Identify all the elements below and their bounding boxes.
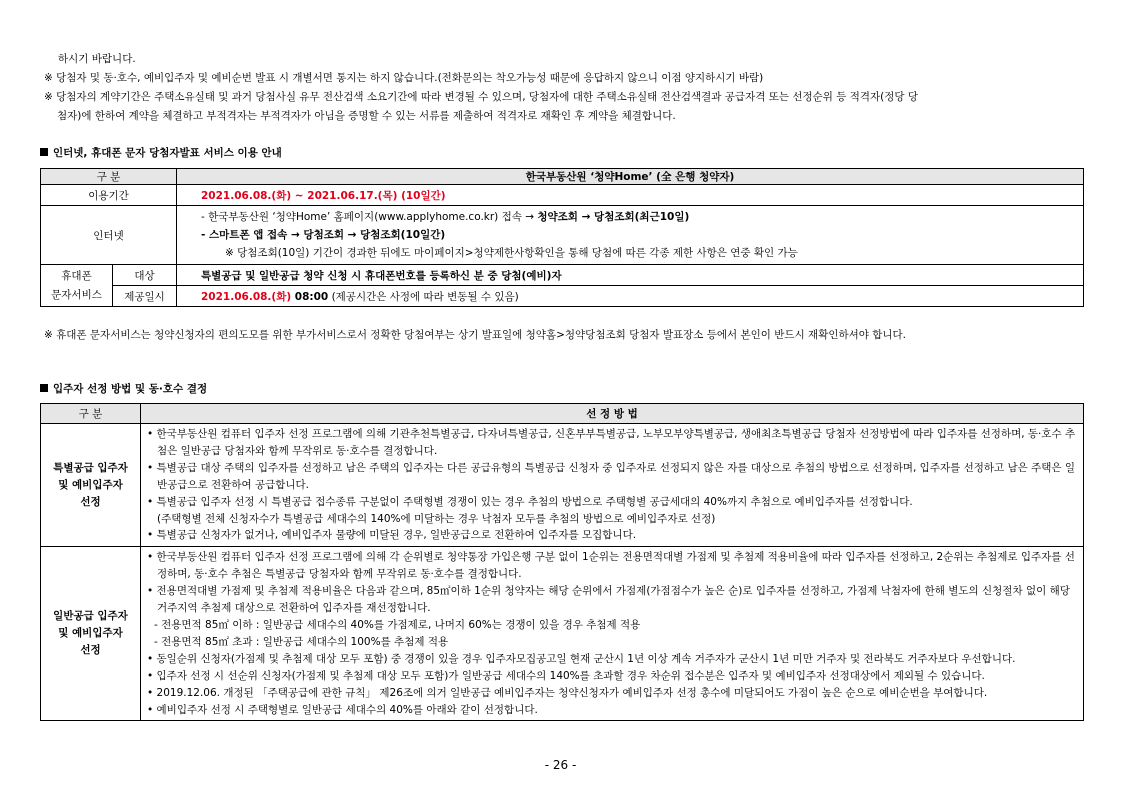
general-label-line-1: 일반공급 입주자 <box>53 610 128 623</box>
internet-line-1 <box>201 208 1078 226</box>
row-special-supply <box>41 424 1084 547</box>
sms-target-value: 특별공급 및 일반공급 청약 신청 시 휴대폰번호를 등록하신 분 중 당첨(예비)자 <box>177 265 1084 286</box>
list-item: • 예비입주자 선정 시 주택형별로 일반공급 세대수의 40%를 아래와 같이 선정합니다. <box>147 703 538 716</box>
general-label-line-2: 및 예비입주자 <box>58 627 123 640</box>
section2-title-text: 입주자 선정 방법 및 동·호수 결정 <box>53 383 208 395</box>
list-item: • 입주자 선정 시 선순위 신청자(가점제 및 추첨제 대상 모두 포함)가 일반공급 세대수의 140%를 초과할 경우 차순위 접수분은 입주자 및 예비입주자 선정대상에서 제외될 수 있습니다. <box>147 669 985 682</box>
section2-title <box>40 381 207 396</box>
general-label-line-3: 선정 <box>80 644 101 657</box>
sms-date-label: 제공일시 <box>113 286 177 307</box>
page-number: - 26 - <box>544 758 577 772</box>
list-item: • 동일순위 신청자(가점제 및 추첨제 대상 모두 포함) 중 경쟁이 있을 경우 입주자모집공고일 현재 군산시 1년 이상 계속 거주자가 군산시 1년 미만 거주자 및 전라북도 거주자보다 우선합니다. <box>147 652 1016 665</box>
list-item: • 특별공급 신청자가 없거나, 예비입주자 물량에 미달된 경우, 일반공급으로 전환하여 입주자를 모집합니다. <box>147 529 637 542</box>
section1-title <box>40 145 282 160</box>
special-label-line-2: 및 예비입주자 <box>58 478 123 491</box>
internet-label: 인터넷 <box>41 206 177 265</box>
special-label-line-1: 특별공급 입주자 <box>53 461 128 474</box>
square-bullet-icon <box>40 148 48 156</box>
list-item: • 한국부동산원 컴퓨터 입주자 선정 프로그램에 의해 기관추천특별공급, 다자녀특별공급, 신혼부부특별공급, 노부모부양특별공급, 생애최초특별공급 당첨자 선정방법에 따라 입주자를 선정하며, 동·호수 추첨은 일반공급 당첨자와 함께 무작위로 동·호수를 결정합니다. <box>147 428 1076 457</box>
list-item: - 전용면적 85㎡ 이하 : 일반공급 세대수의 40%를 가점제로, 나머지 60%는 경쟁이 있을 경우 추첨제 적용 <box>154 618 641 631</box>
internet-line-3: ※ 당첨조회(10일) 기간이 경과한 뒤에도 마이페이지>청약제한사항확인을 통해 당첨에 따른 각종 제한 사항은 연중 확인 가능 <box>225 247 798 259</box>
period-label: 이용기간 <box>41 185 177 206</box>
sms-date-red: 2021.06.08.(화) <box>201 290 292 303</box>
row-sms-target <box>41 265 1084 286</box>
sms-service-note: ※ 휴대폰 문자서비스는 청약신청자의 편의도모를 위한 부가서비스로서 정확한 당첨여부는 상기 발표일에 청약홈>청약당첨조회 당첨자 발표장소 등에서 본인이 반드시 재확인하셔야 합니다. <box>44 329 907 341</box>
intro-note-contract-period: ※ 당첨자의 계약기간은 주택소유실태 및 과거 당첨사실 유무 전산검색 소요기간에 따라 변경될 수 있으며, 당첨자에 대한 주택소유실태 전산검색결과 공급자격 또는 선정순위 등 적격자(정당 당 <box>44 91 919 103</box>
row-period <box>41 185 1084 206</box>
header-category: 구 분 <box>41 404 141 424</box>
general-supply-label <box>41 547 141 721</box>
period-value: 2021.06.08.(화) ~ 2021.06.17.(목) (10일간) <box>177 185 1084 206</box>
general-supply-method <box>141 547 1084 721</box>
intro-note-notification: ※ 당첨자 및 동·호수, 예비입주자 및 예비순번 발표 시 개별서면 통지는 하지 않습니다.(전화문의는 착오가능성 때문에 응답하지 않으니 이점 양지하시기 바람) <box>44 72 764 84</box>
table-header-row <box>41 169 1084 185</box>
intro-note-contract-period-cont: 첨자)에 한하여 계약을 체결하고 부적격자는 부적격자가 아님을 증명할 수 있는 서류를 제출하여 적격자로 재확인 후 계약을 체결합니다. <box>57 110 676 122</box>
row-general-supply <box>41 547 1084 721</box>
special-label-line-3: 선정 <box>80 495 101 508</box>
intro-line-1: 하시기 바랍니다. <box>58 53 136 65</box>
intro-notes <box>44 50 1084 126</box>
list-item: • 한국부동산원 컴퓨터 입주자 선정 프로그램에 의해 각 순위별로 청약통장 가입은행 구분 없이 1순위는 전용면적대별 가점제 및 추첨제 적용비율에 따라 입주자를 선정하고, 2순위는 추첨제로 입주자를 선정하며, 동·호수 추첨은 특별공급 당첨자와 함께 무작위로 동·호수를 결정합니다. <box>147 551 1075 581</box>
list-item: • 특별공급 대상 주택의 입주자를 선정하고 남은 주택의 입주자는 다른 공급유형의 특별공급 신청자 중 입주자로 선정되지 않은 자를 대상으로 추첨의 방법으로 선정하며, 입주자를 선정하고 남은 주택은 일반공급으로 전환하여 공급합니다. <box>147 461 1076 491</box>
section1-title-text: 인터넷, 휴대폰 문자 당첨자발표 서비스 이용 안내 <box>53 147 282 159</box>
list-item: - 전용면적 85㎡ 초과 : 일반공급 세대수의 100%를 추첨제 적용 <box>154 635 449 648</box>
row-internet <box>41 206 1084 265</box>
special-supply-method <box>141 424 1084 547</box>
sms-target-label: 대상 <box>113 265 177 286</box>
square-bullet-icon <box>40 384 48 392</box>
list-item: • 특별공급 입주자 선정 시 특별공급 접수종류 구분없이 주택형별 경쟁이 있는 경우 추첨의 방법으로 주택형별 공급세대의 40%까지 추첨으로 예비입주자를 선정합니다. <box>147 495 913 508</box>
header-category: 구 분 <box>41 169 177 185</box>
selection-method-table <box>40 403 1084 721</box>
internet-line-1-text: - 한국부동산원 ‘청약Home’ 홈페이지(www.applyhome.co.kr) 접속 → <box>201 211 538 223</box>
sms-label-line-2: 문자서비스 <box>51 288 102 301</box>
list-item: • 전용면적대별 가점제 및 추첨제 적용비율은 다음과 같으며, 85㎡이하 1순위 청약자는 해당 순위에서 가점제(가점점수가 높은 순)로 입주자를 선정하고, 가점제 낙첨자에 한해 별도의 신청절차 없이 해당 거주지역 추첨제 대상으로 전환하여 입주자를 재선정합니다. <box>147 585 1070 615</box>
sms-label-line-1: 휴대폰 <box>61 269 92 282</box>
list-item: • 2019.12.06. 개정된 「주택공급에 관한 규칙」 제26조에 의거 일반공급 예비입주자는 청약신청자가 예비입주자 선정 총수에 미달되어도 가점이 높은 순으로 예비순번을 부여합니다. <box>147 686 988 699</box>
row-sms-date <box>41 286 1084 307</box>
internet-line-2: - 스마트폰 앱 접속 → 당첨조회 → 당첨조회(10일간) <box>201 229 446 241</box>
table-header-row <box>41 404 1084 424</box>
special-supply-label <box>41 424 141 547</box>
internet-value <box>177 206 1084 265</box>
sms-date-value <box>177 286 1084 307</box>
header-applyhome: 한국부동산원 ‘청약Home’ (全 은행 청약자) <box>177 169 1084 185</box>
sms-date-note: (제공시간은 사정에 따라 변동될 수 있음) <box>328 290 519 303</box>
sms-label <box>41 265 113 307</box>
list-item: (주택형별 전체 신청자수가 특별공급 세대수의 140%에 미달하는 경우 낙첨자 모두를 추첨의 방법으로 예비입주자로 선정) <box>157 512 716 525</box>
internet-line-1-bold: 청약조회 → 당첨조회(최근10일) <box>537 211 690 223</box>
header-method: 선 정 방 법 <box>141 404 1084 424</box>
announcement-service-table <box>40 168 1084 307</box>
sms-date-time: 08:00 <box>291 290 329 303</box>
